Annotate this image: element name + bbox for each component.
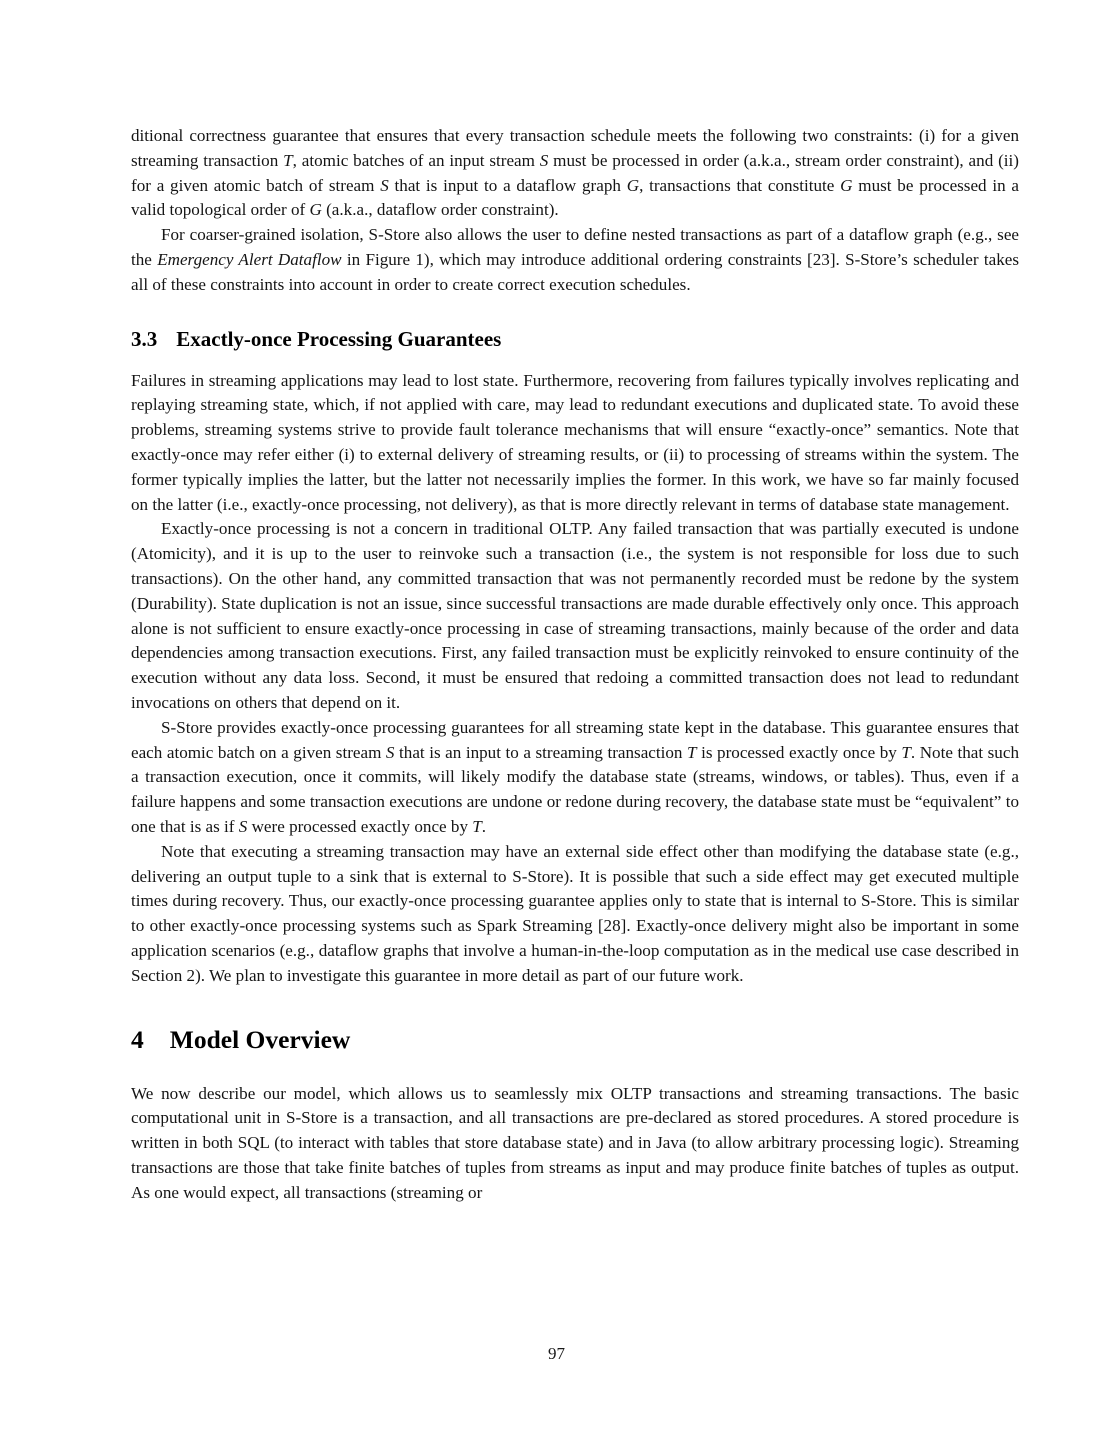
italic-text: S <box>380 175 389 195</box>
paragraph <box>131 716 1019 840</box>
section-heading <box>131 1025 1019 1055</box>
section-title: Model Overview <box>169 1024 351 1054</box>
text-run: is processed exactly once by <box>696 742 902 762</box>
paragraph <box>131 517 1019 715</box>
text-run: that is input to a dataflow graph <box>388 175 627 195</box>
text-run: . Note that such a transaction execution, once it commits, will likely modify the database state (streams, windows, or tables). Thus, even if a failure happens and some transaction executions are undone or redone during recovery, the database state must be “equivalent” to one that is as if <box>131 742 1019 836</box>
page-number: 97 <box>548 1344 565 1363</box>
text-run: (a.k.a., dataflow order constraint). <box>321 200 559 220</box>
italic-text: S <box>385 742 395 762</box>
text-run: . <box>481 816 487 836</box>
italic-text: T <box>283 150 293 170</box>
page-body <box>131 124 1019 1205</box>
text-run: , atomic batches of an input stream <box>292 150 540 170</box>
italic-text: G <box>840 175 853 195</box>
italic-text: G <box>626 175 640 195</box>
text-run: Note that executing a streaming transaction may have an external side effect other than modifying the database state (e.g., delivering an output tuple to a sink that is external to S-Store). It is possible that such a side effect may get executed multiple times during recovery. Thus, our exactly-once processing guarantee applies only to state that is internal to S-Store. This is similar to other exactly-once processing systems such as Spark Streaming [28]. Exactly-once delivery might also be important in some application scenarios (e.g., dataflow graphs that involve a human-in-the-loop computation as in the medical use case described in Section 2). We plan to investigate this guarantee in more detail as part of our future work. <box>131 841 1019 985</box>
italic-text: T <box>687 742 697 762</box>
text-run: , transactions that constitute <box>639 175 841 195</box>
text-run: that is an input to a streaming transaction <box>394 742 688 762</box>
italic-text: T <box>901 742 911 762</box>
text-run: in Figure 1), which may introduce additional ordering constraints [23]. S-Store’s scheduler takes all of these constraints into account in order to create correct execution schedules. <box>131 249 1019 294</box>
text-run: must be processed in order (a.k.a., stream order constraint), and (ii) for a given atomic batch of stream <box>131 150 1019 195</box>
paragraph <box>131 1082 1019 1206</box>
text-run: S-Store provides exactly-once processing guarantees for all streaming state kept in the database. This guarantee ensures that each atomic batch on a given stream <box>131 717 1019 762</box>
text-run: were processed exactly once by <box>247 816 473 836</box>
italic-text: S <box>238 816 248 836</box>
text-run: must be processed in a valid topological order of <box>131 175 1020 220</box>
text-run: For coarser-grained isolation, S-Store also allows the user to define nested transactions as part of a dataflow graph (e.g., see the <box>131 225 1019 269</box>
text-run: Exactly-once processing is not a concern in traditional OLTP. Any failed transaction that was partially executed is undone (Atomicity), and it is up to the user to reinvoke such a transaction (i.e., the system is not responsible for loss due to such transactions). On the other hand, any committed transaction that was not permanently recorded must be redone by the system (Durability). State duplication is not an issue, since successful transactions are made durable effectively only once. This approach alone is not sufficient to ensure exactly-once processing in case of streaming transactions, mainly because of the order and data dependencies among transaction executions. First, any failed transaction must be explicitly reinvoked to ensure continuity of the execution without any data loss. Second, it must be ensured that redoing a committed transaction does not lead to redundant invocations on others that depend on it. <box>131 519 1019 712</box>
italic-text: G <box>309 200 322 220</box>
section-title: Exactly-once Processing Guarantees <box>176 326 502 351</box>
italic-text: T <box>472 816 482 836</box>
paragraph <box>131 840 1019 989</box>
italic-text: S <box>539 150 549 170</box>
section-number: 4 <box>131 1024 144 1054</box>
paragraph <box>131 369 1019 518</box>
paragraph <box>131 223 1019 297</box>
text-run: ditional correctness guarantee that ensures that every transaction schedule meets the following two constraints: (i) for a given streaming transaction <box>131 126 1019 170</box>
section-heading <box>131 327 1019 352</box>
section-number: 3.3 <box>131 326 158 351</box>
italic-text: Emergency Alert Dataflow <box>157 249 342 269</box>
paragraph <box>131 124 1019 223</box>
text-run: We now describe our model, which allows us to seamlessly mix OLTP transactions and streaming transactions. The basic computational unit in S-Store is a transaction, and all transactions are pre-declared as stored procedures. A stored procedure is written in both SQL (to interact with tables that store database state) and in Java (to allow arbitrary processing logic). Streaming transactions are those that take finite batches of tuples from streams as input and may produce finite batches of tuples as output. As one would expect, all transactions (streaming or <box>131 1083 1019 1202</box>
text-run: Failures in streaming applications may lead to lost state. Furthermore, recovering from failures typically involves replicating and replaying streaming state, which, if not applied with care, may lead to redundant executions and duplicated state. To avoid these problems, streaming systems strive to provide fault tolerance mechanisms that will ensure “exactly-once” semantics. Note that exactly-once may refer either (i) to external delivery of streaming results, or (ii) to processing of streams within the system. The former typically implies the latter, but the latter not necessarily implies the former. In this work, we have so far mainly focused on the latter (i.e., exactly-once processing, not delivery), as that is more directly relevant in terms of database state management. <box>131 370 1019 514</box>
